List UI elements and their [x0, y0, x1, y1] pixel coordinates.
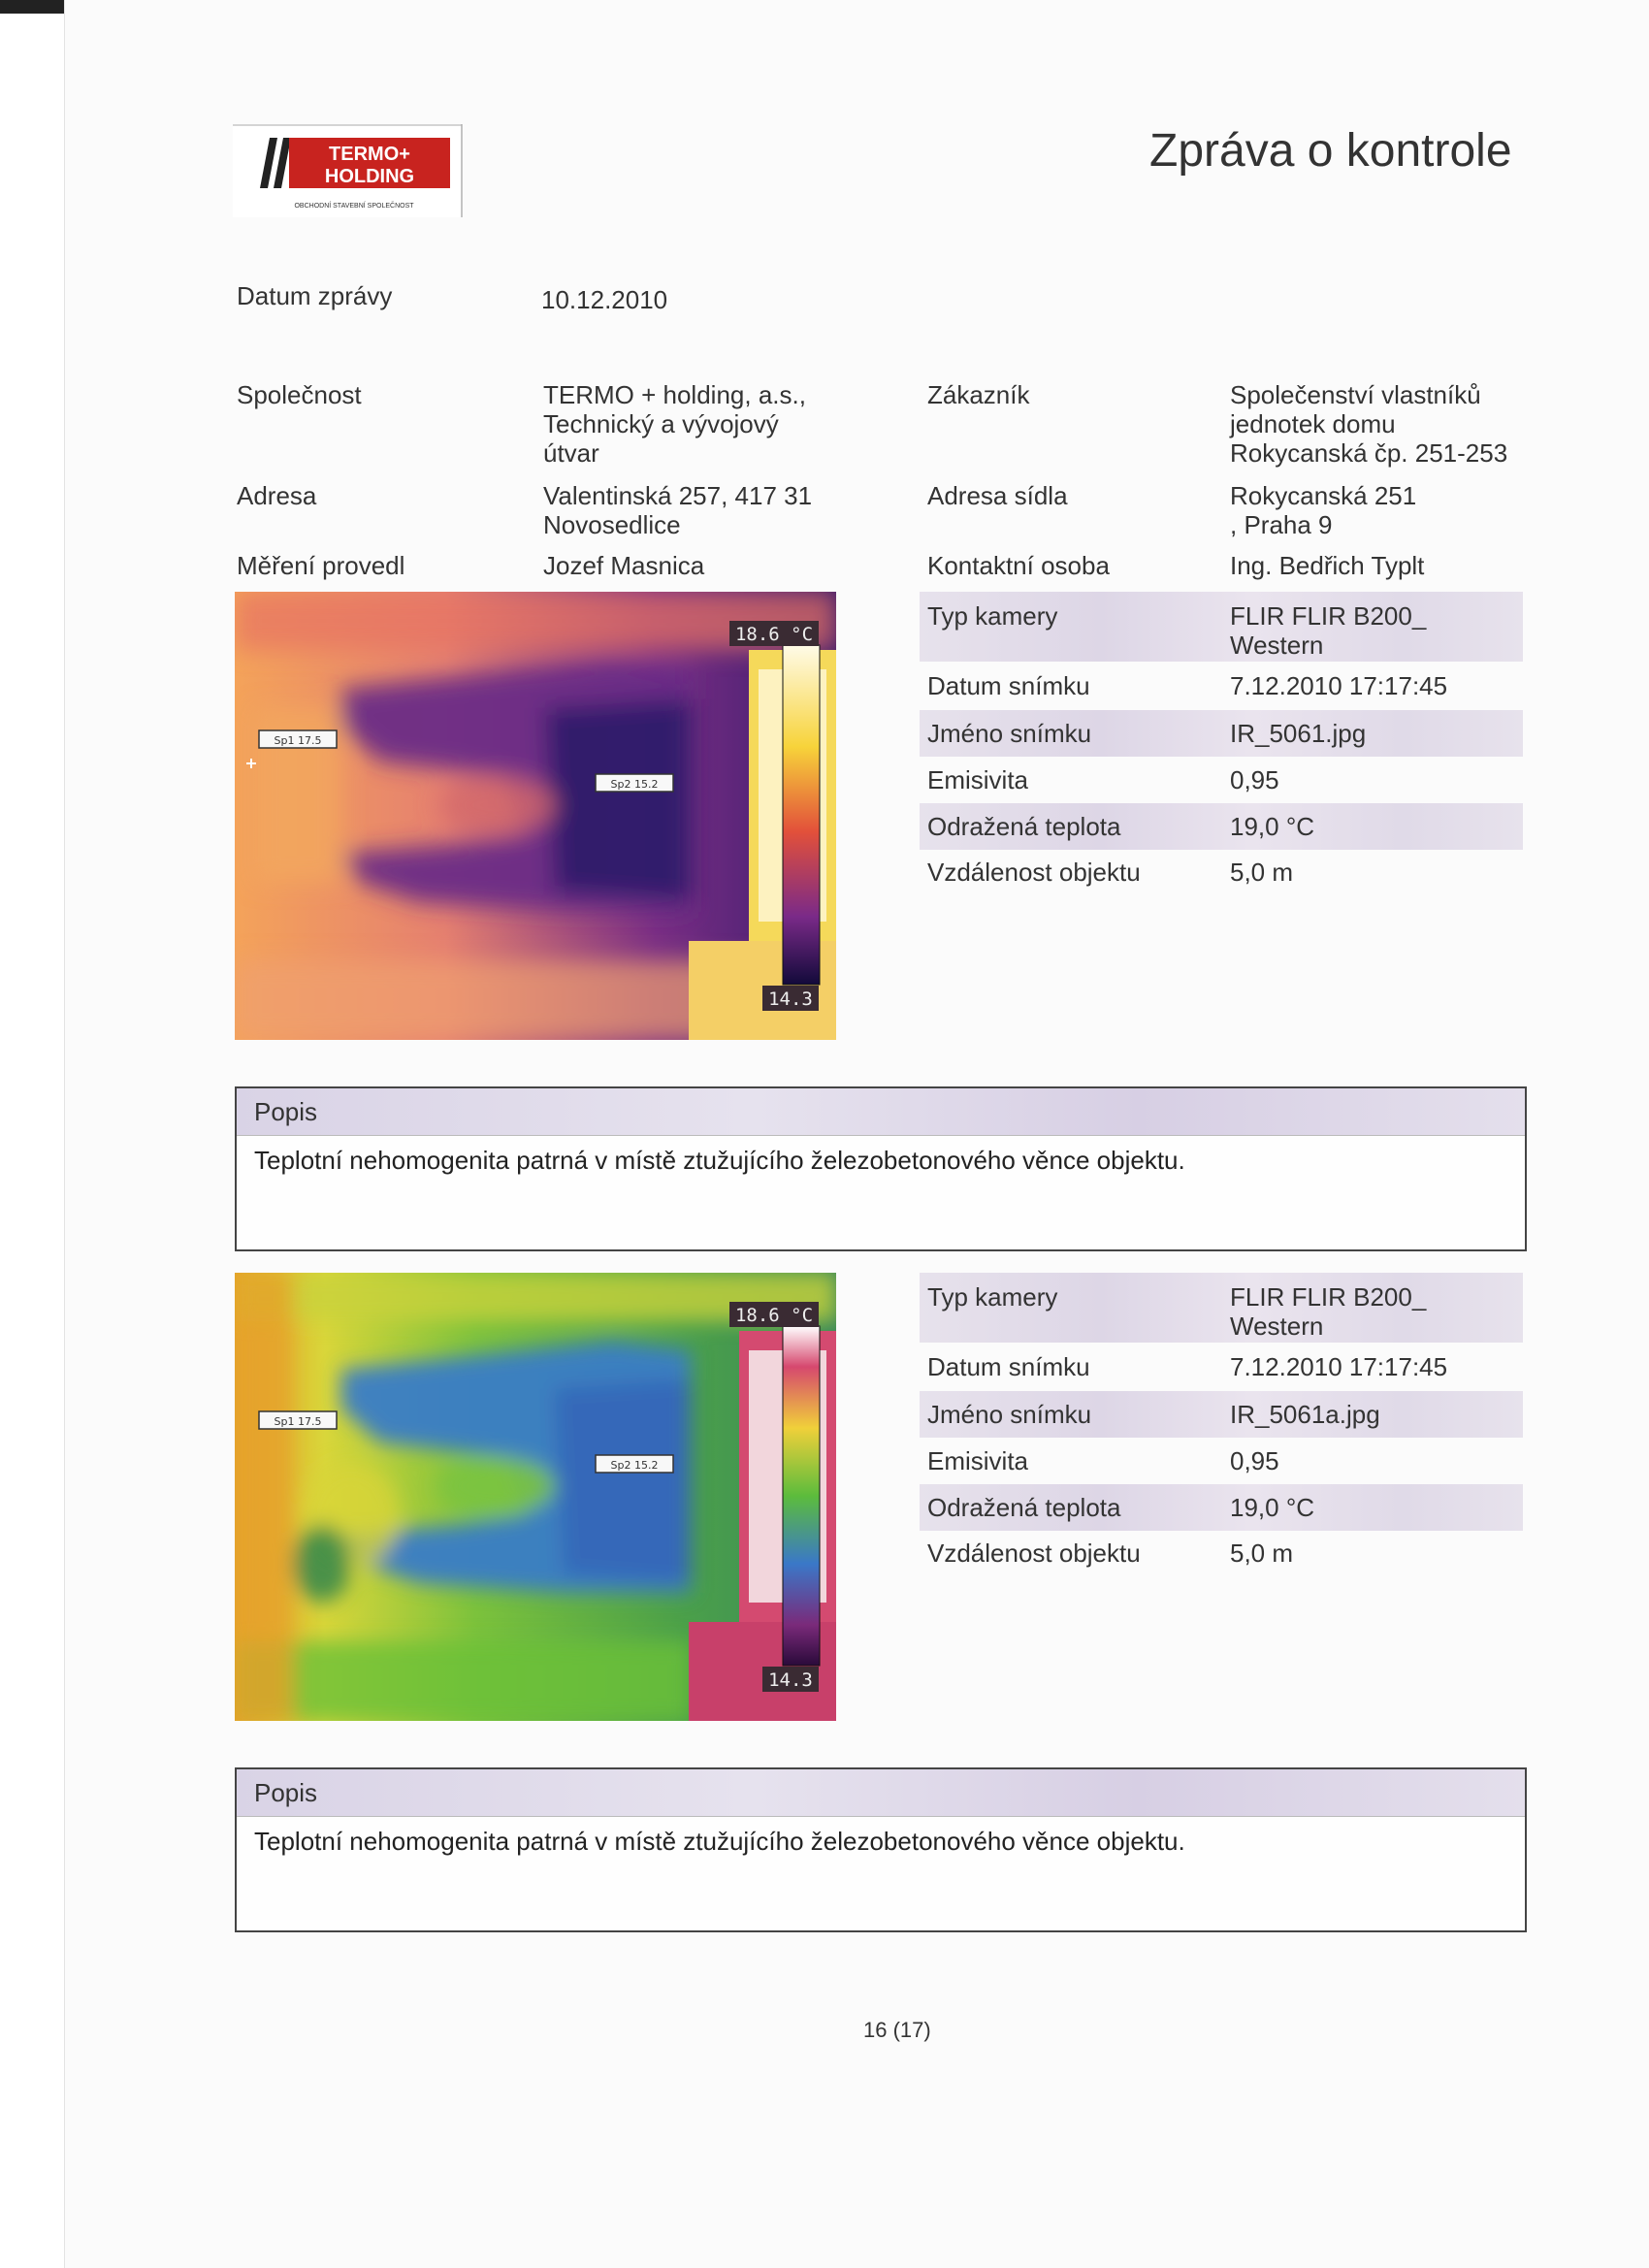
prop-label-distance-2: Vzdálenost objektu — [927, 1539, 1141, 1568]
scan-corner — [0, 0, 64, 14]
prop-label-date-1: Datum snímku — [927, 671, 1090, 700]
scale-max-1: 18.6 °C — [734, 624, 814, 645]
description-text-1: Teplotní nehomogenita patrná v místě ztužujícího železobetonového věnce objektu. — [254, 1146, 1185, 1175]
customer-label: Zákazník — [927, 380, 1030, 409]
company-line: útvar — [543, 438, 599, 468]
prop-value-emissivity-1: 0,95 — [1230, 765, 1279, 794]
description-box-2 — [235, 1767, 1527, 1932]
prop-label-reflected-2: Odražená teplota — [927, 1493, 1121, 1522]
prop-value-filename-1: IR_5061.jpg — [1230, 719, 1367, 748]
page-title: Zpráva o kontrole — [1149, 125, 1512, 177]
customer-line: Společenství vlastníků — [1230, 380, 1481, 409]
address-line: Novosedlice — [543, 510, 681, 539]
prop-value-line: FLIR FLIR B200_ — [1230, 1282, 1427, 1312]
prop-value-reflected-1: 19,0 °C — [1230, 812, 1315, 841]
logo-line2: HOLDING — [324, 166, 415, 187]
address-value — [543, 481, 812, 539]
measured-by-value: Jozef Masnica — [543, 551, 705, 580]
company-line: Technický a vývojový — [543, 409, 779, 438]
prop-value-line: Western — [1230, 1312, 1324, 1341]
customer-line: Rokycanská čp. 251-253 — [1230, 438, 1508, 468]
page-number: 16 (17) — [863, 2018, 931, 2042]
customer-address-line: , Praha 9 — [1230, 510, 1333, 539]
prop-label-camera-1: Typ kamery — [927, 601, 1058, 631]
logo-line1: TERMO+ — [329, 144, 410, 165]
scale-min-2: 14.3 — [768, 1669, 813, 1691]
company-logo — [233, 124, 464, 217]
prop-label-filename-1: Jméno snímku — [927, 719, 1092, 748]
report-date-value: 10.12.2010 — [541, 285, 668, 314]
prop-label-emissivity-2: Emisivita — [927, 1446, 1029, 1475]
prop-value-camera-2 — [1230, 1282, 1426, 1341]
prop-label-emissivity-1: Emisivita — [927, 765, 1029, 794]
customer-address-label: Adresa sídla — [927, 481, 1068, 510]
scale-max-2: 18.6 °C — [734, 1305, 814, 1326]
prop-value-date-2: 7.12.2010 17:17:45 — [1230, 1352, 1448, 1381]
description-heading-1: Popis — [237, 1088, 1525, 1136]
scale-min-1: 14.3 — [768, 988, 813, 1010]
description-box-1 — [235, 1086, 1527, 1251]
contact-value: Ing. Bedřich Typlt — [1230, 551, 1425, 580]
customer-address-value — [1230, 481, 1416, 539]
thermal-image-1 — [235, 592, 836, 1040]
spot2-label-2: Sp2 15.2 — [610, 1459, 659, 1472]
address-line: Valentinská 257, 417 31 — [543, 481, 813, 510]
prop-value-reflected-2: 19,0 °C — [1230, 1493, 1315, 1522]
description-heading-2: Popis — [237, 1769, 1525, 1817]
prop-value-line: Western — [1230, 631, 1324, 660]
customer-line: jednotek domu — [1230, 409, 1396, 438]
prop-label-filename-2: Jméno snímku — [927, 1400, 1092, 1429]
prop-value-filename-2: IR_5061a.jpg — [1230, 1400, 1380, 1429]
logo-tagline: OBCHODNÍ STAVEBNÍ SPOLEČNOST — [294, 203, 414, 210]
spot2-label-1: Sp2 15.2 — [610, 778, 659, 791]
thermal-image-2 — [235, 1273, 836, 1721]
prop-value-camera-1 — [1230, 601, 1426, 660]
description-text-2: Teplotní nehomogenita patrná v místě ztužujícího železobetonového věnce objektu. — [254, 1827, 1185, 1856]
prop-label-camera-2: Typ kamery — [927, 1282, 1058, 1312]
customer-value — [1230, 380, 1507, 468]
measured-by-label: Měření provedl — [237, 551, 405, 580]
spot1-label-1: Sp1 17.5 — [274, 734, 322, 747]
contact-label: Kontaktní osoba — [927, 551, 1110, 580]
prop-label-date-2: Datum snímku — [927, 1352, 1090, 1381]
prop-value-line: FLIR FLIR B200_ — [1230, 601, 1427, 631]
scan-edge — [0, 0, 65, 2268]
prop-value-emissivity-2: 0,95 — [1230, 1446, 1279, 1475]
prop-value-distance-2: 5,0 m — [1230, 1539, 1294, 1568]
company-line: TERMO + holding, a.s., — [543, 380, 806, 409]
prop-value-date-1: 7.12.2010 17:17:45 — [1230, 671, 1448, 700]
report-date-label: Datum zprávy — [237, 281, 393, 310]
customer-address-line: Rokycanská 251 — [1230, 481, 1417, 510]
prop-label-reflected-1: Odražená teplota — [927, 812, 1121, 841]
spot1-label-2: Sp1 17.5 — [274, 1415, 322, 1428]
address-label: Adresa — [237, 481, 317, 510]
prop-value-distance-1: 5,0 m — [1230, 858, 1294, 887]
prop-label-distance-1: Vzdálenost objektu — [927, 858, 1141, 887]
company-label: Společnost — [237, 380, 362, 409]
company-value — [543, 380, 806, 468]
